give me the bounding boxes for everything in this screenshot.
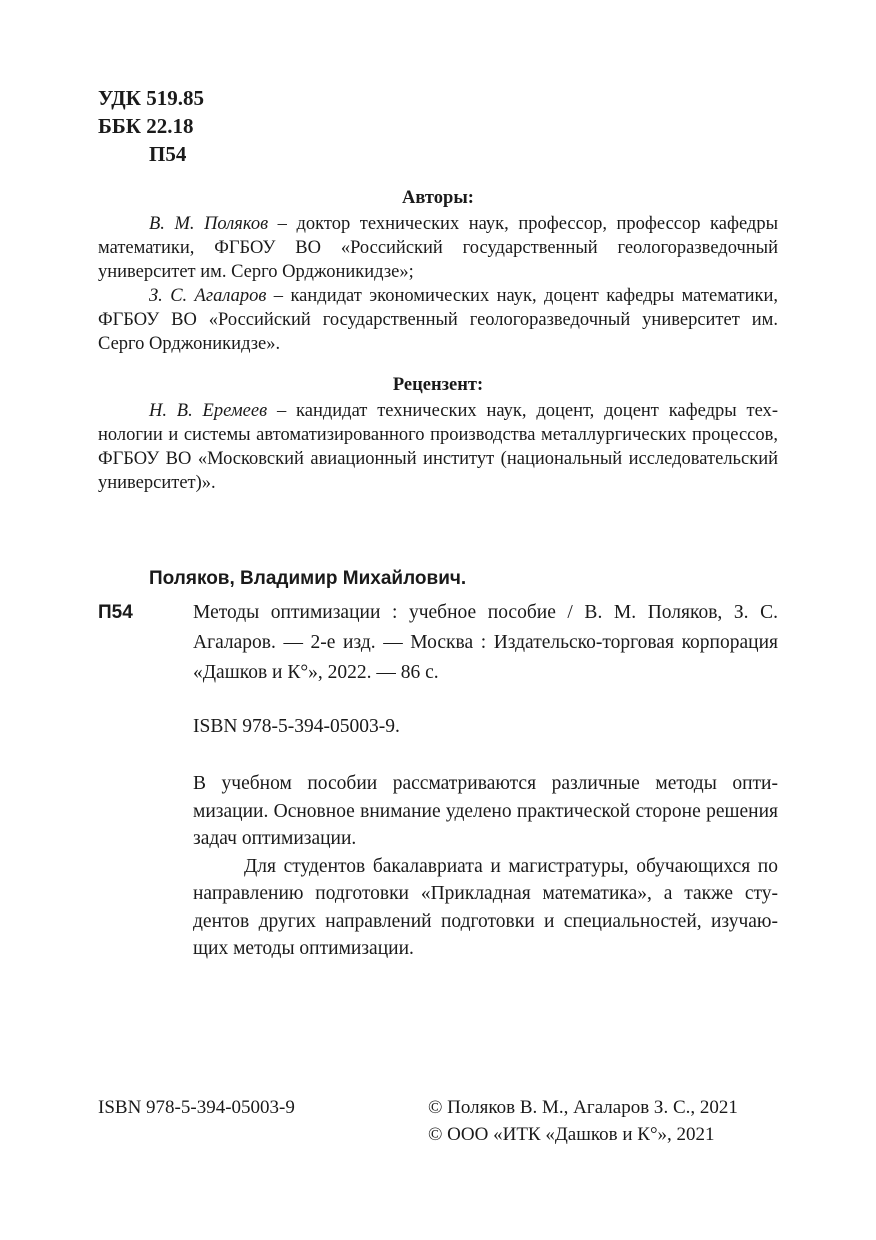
authors-section: [98, 186, 778, 356]
bbk-code: ББК 22.18: [98, 114, 194, 138]
author-entry: [98, 284, 778, 356]
reviewer-description: – кандидат технических наук, доцент, доцент кафедры технологии и системы автоматизированного производства металлургических процессов, ФГБОУ ВО «Московский авиационный институт (национальный исследовательский университет)».: [98, 401, 778, 493]
bibliographic-author: Поляков, Владимир Михайлович.: [149, 568, 467, 589]
author-name: З. С. Агаларов: [149, 286, 267, 306]
copyright-publisher: © ООО «ИТК «Дашков и К°», 2021: [428, 1124, 715, 1145]
author-name: В. М. Поляков: [149, 214, 269, 234]
bibliographic-code: П54: [98, 602, 133, 623]
annotation-paragraph: Для студентов бакалавриата и магистратуры, обучающихся по направлению подготовки «Прикладная математика», а также студентов других направлений подготовки и специальностей, изучающих методы оптимизации.: [193, 855, 778, 959]
classification-codes: [98, 84, 204, 168]
udk-code: УДК 519.85: [98, 86, 204, 110]
footer-isbn: ISBN 978-5-394-05003-9: [98, 1097, 295, 1118]
copyright-authors: © Поляков В. М., Агаларов З. С., 2021: [428, 1097, 738, 1118]
bibliographic-description: Методы оптимизации : учебное пособие / В. М. Поляков, З. С. Агаларов. — 2-е изд. — Москва : Издательско-торговая корпорация «Дашков и К°», 2022. — 86 с.: [193, 602, 778, 683]
author-mark: П54: [149, 142, 187, 166]
bibliographic-entry: [98, 598, 778, 688]
reviewer-section: [98, 373, 778, 495]
reviewer-entry: [98, 399, 778, 495]
authors-heading: Авторы:: [402, 188, 474, 208]
reviewer-name: Н. В. Еремеев: [149, 401, 268, 421]
copyright-block: [428, 1094, 738, 1148]
annotation: [98, 770, 778, 963]
author-description: – доктор технических наук, профессор, профессор кафедры математики, ФГБОУ ВО «Российский государственный геологоразведочный университет им. Серго Орджоникидзе»;: [98, 214, 779, 282]
reviewer-heading: Рецензент:: [392, 375, 484, 395]
bibliographic-isbn: ISBN 978-5-394-05003-9.: [193, 716, 400, 737]
annotation-paragraph: В учебном пособии рассматриваются различные методы оптимизации. Основное внимание уделено практической стороне решения задач оптимизации.: [193, 773, 778, 849]
bibliographic-record: [98, 564, 778, 963]
author-entry: [98, 212, 778, 284]
author-description: – кандидат экономических наук, доцент кафедры математики, ФГБОУ ВО «Российский государственный геологоразведочный университет им. Серго Орджоникидзе».: [98, 286, 779, 354]
